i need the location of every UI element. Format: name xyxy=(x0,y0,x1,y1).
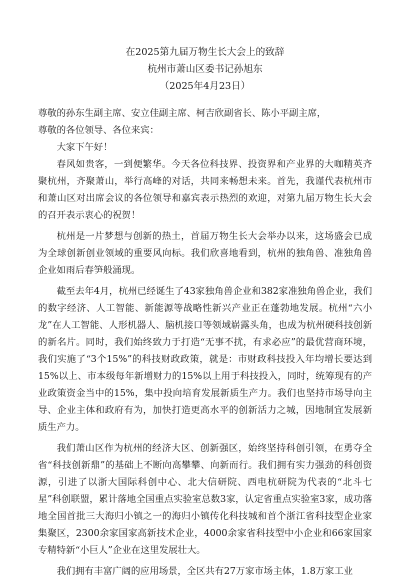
paragraph: 春风如贵客，一到便繁华。今天各位科技界、投资界和产业界的大咖精英齐聚杭州，齐聚萧山，举行高峰的对话，共同来畅想未来。首先，我谨代表杭州市和萧山区对出席会议的各位领导和嘉宾表示热烈的欢迎，对第九届万物生长大会的召开表示衷心的祝贺！ xyxy=(38,159,372,221)
paragraph: 我们萧山区作为杭州的经济大区、创新强区，始终坚持科创引领，在勇夺全省“科技创新鼎”的基础上不断向高攀攀、向新而行。我们拥有实力强劲的科创资源，引进了以浙大国际科创中心、北大信研院、西电杭研院为代表的“北斗七星”科创联盟，累计落地全国重点实验室总数3家，认定省重点实验室3家，成功落地全国首批三大海归小镇之一的海归小镇传化科技城和首个浙江省科技型企业家集聚区，2300余家国家高新技术企业，4000余家省科技型中小企业和66家国家专精特新“小巨人”企业在这里发展壮大。 xyxy=(38,443,372,556)
paragraph: 我们拥有丰富广阔的应用场景，全区共有27万家市场主体，1.8万家工业 xyxy=(56,566,353,577)
paragraph: 杭州是一片梦想与创新的热土，首届万物生长大会举办以来，这场盛会已成为全球创新创业领域的重要风向标。我们欣喜地看到，杭州的独角兽、准独角兽企业如雨后春笋般涌现。 xyxy=(38,231,372,276)
speech-title: 在2025第九届万物生长大会上的致辞 xyxy=(125,47,285,58)
title-block xyxy=(38,44,372,95)
salutation xyxy=(38,105,372,139)
speaker-line: 杭州市萧山区委书记孙旭东 xyxy=(147,64,263,75)
greeting: 大家下午好！ xyxy=(56,142,113,153)
speech-body xyxy=(38,139,372,580)
salutation-line-1: 尊敬的孙东生副主席、安立佳副主席、柯吉欣副省长、陈小平副主席， xyxy=(38,108,327,119)
salutation-line-2: 尊敬的各位领导、各位来宾： xyxy=(38,125,159,136)
paragraph: 截至去年4月，杭州已经诞生了43家独角兽企业和382家准独角兽企业，我们的数字经济、人工智能、新能源等战略性新兴产业正在蓬勃地发展。杭州“六小龙”在人工智能、人形机器人、脑机接口等领域崭露头角，也成为杭州硬科技创新的新名片。同时，我们始终致力于打造“无事不扰，有求必应”的最优营商环境，我们实施了“3个15%”的科技财政政策，就是：市财政科技投入年均增长要达到15%以上、市本级每年新增财力的15%以上用于科技投入，同时，统筹现有的产业政策资金当中的15%，集中投向培育发展新质生产力。我们也坚持市场导向主导、企业主体和政府有为，加快打造更高水平的创新活力之城，因地制宜发展新质生产力。 xyxy=(38,286,372,433)
speech-date: （2025年4月23日） xyxy=(159,81,251,92)
